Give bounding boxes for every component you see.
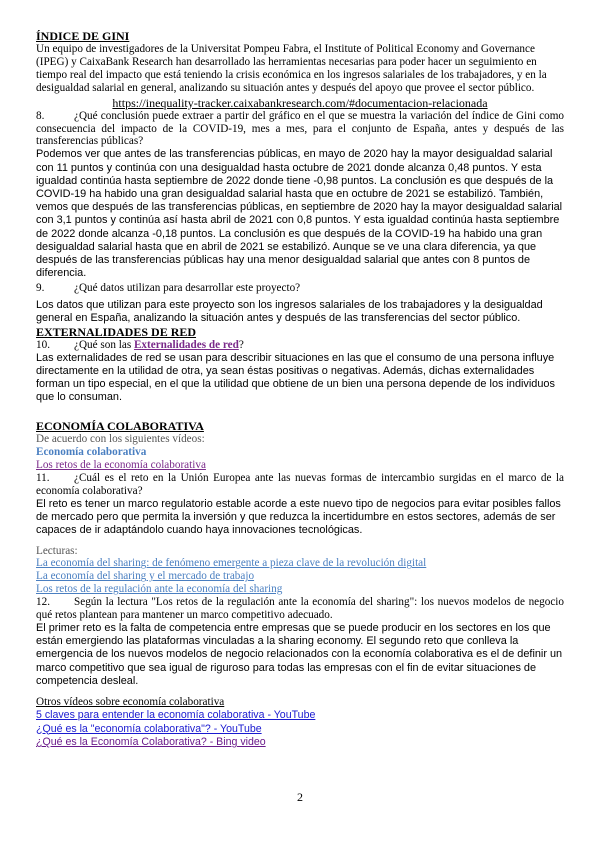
section-title-colaborativa: ECONOMÍA COLABORATIVA — [36, 419, 204, 434]
youtube-link-que-es[interactable]: ¿Qué es la "economía colaborativa"? - YouTube — [36, 722, 262, 735]
section-title-gini: ÍNDICE DE GINI — [36, 29, 130, 43]
videos-intro: De acuerdo con los siguientes vídeos: — [36, 433, 205, 446]
lectura-link-3[interactable]: Los retos de la regulación ante la economía del sharing — [36, 583, 283, 596]
lectura-link-1[interactable]: La economía del sharing: de fenómeno emergente a pieza clave de la revolución digital — [36, 557, 427, 570]
lecturas-label: Lecturas: — [36, 544, 78, 557]
question-10-number: 10. — [36, 338, 50, 351]
question-9-number: 9. — [36, 282, 45, 295]
answer-11: El reto es tener un marco regulatorio estable acorde a este nuevo tipo de negocios para evitar posibles fallos de mercado pero que permita la inversión y que reduzca la incertidumbre en estos sectores, además de ser capaces de ir adaptándolo cuando haya innovaciones tecnológicas. — [36, 497, 561, 537]
question-9 — [36, 282, 564, 295]
answer-9: Los datos que utilizan para este proyecto son los ingresos salariales de los trabajadores y la desigualdad general en España, analizando la situación antes y después de las transferencias del sector público. — [36, 299, 543, 325]
page-number: 2 — [297, 790, 303, 804]
lectura-link-2[interactable]: La economía del sharing y el mercado de trabajo — [36, 570, 255, 583]
answer-10: Las externalidades de red se usan para describir situaciones en las que el consumo de una persona influye directamente en la utilidad de otra, ya sean éstas positivas o negativas. Además, dichas externalidades forman un tipo especial, en el que la utilidad que obtiene de un bien una persona depende de los individuos que lo consuman. — [36, 351, 555, 404]
externalidades-de-red-link[interactable]: Externalidades de red — [133, 338, 239, 351]
question-8 — [36, 110, 564, 149]
question-12-text: Según la lectura "Los retos de la regulación ante la economía del sharing": los nuevos modelos de negocio qué retos plantean para mantener un marco competitivo adecuado. — [36, 596, 564, 622]
youtube-link-5-claves[interactable]: 5 claves para entender la economía colaborativa - YouTube — [36, 708, 316, 721]
answer-12: El primer reto es la falta de competencia entre empresas que se puede producir en los sectores en los que están emergiendo las plataformas vinculadas a la sharing economy. El segundo reto que conlleva la emergencia de los nuevos modelos de negocio relacionados con la economía colaborativa es el de definir un marco competitivo que sea igual de riguroso para todas las empresas con el fin de evitar situaciones de competencia desleal. — [36, 621, 563, 687]
bing-video-link[interactable]: ¿Qué es la Economía Colaborativa? - Bing video — [36, 736, 266, 749]
section-title-externalidades: EXTERNALIDADES DE RED — [36, 324, 197, 339]
question-10 — [36, 339, 564, 352]
question-8-number: 8. — [36, 109, 45, 122]
question-8-text: ¿Qué conclusión puede extraer a partir del gráfico en el que se muestra la variación del índice de Gini como consecuencia del impacto de la COVID-19, mes a mes, para el conjunto de España, antes y después de las transferencias públicas? — [36, 109, 564, 148]
video-link-retos[interactable]: Los retos de la economía colaborativa — [36, 459, 206, 472]
video-link-economia-colaborativa[interactable]: Economía colaborativa — [36, 446, 147, 459]
question-12-number: 12. — [36, 596, 50, 609]
question-11-number: 11. — [36, 472, 50, 485]
question-10-post: ? — [238, 338, 244, 351]
otros-videos-label: Otros vídeos sobre economía colaborativa — [36, 696, 225, 708]
inequality-tracker-link[interactable]: https://inequality-tracker.caixabankresearch.com/#documentacion-relacionada — [112, 95, 488, 110]
question-11 — [36, 472, 564, 498]
document-page — [36, 30, 564, 750]
gini-intro: Un equipo de investigadores de la Universitat Pompeu Fabra, el Institute of Political Economy and Governance (IPEG) y CaixaBank Research han desarrollado las herramientas necesarias para poder hacer un seguimiento en tiempo real del impacto que está teniendo la crisis económica en los ingresos salariales de los trabajadores, y en la desigualdad salarial en general, analizando su situación antes y después del apoyo que provee el sector público. — [36, 43, 547, 94]
question-9-text: ¿Qué datos utilizan para desarrollar este proyecto? — [74, 282, 301, 295]
question-11-text: ¿Cuál es el reto en la Unión Europea ante las nuevas formas de intercambio surgidas en el marco de la economía colaborativa? — [36, 472, 564, 498]
question-12 — [36, 596, 564, 622]
answer-8: Podemos ver que antes de las transferencias públicas, en mayo de 2020 hay la mayor desigualdad salarial con 11 puntos y continúa con una desigualdad hasta octubre de 2021 donde alcanza 0,48 puntos. Y esta igualdad continúa hasta septiembre de 2022 donde tiene -0,98 puntos. La conclusión es que después de la COVID-19 ha habido una gran desigualdad salarial hasta que en octubre de 2021 se estabilizó. También, vemos que después de las transferencias públicas, en septiembre de 2020 hay la mayor desigualdad salarial con 3,1 puntos y continúa así hasta abril de 2021 con 0,8 puntos. Y esta igualdad continúa hasta septiembre de 2022 donde alcanza -0,18 puntos. La conclusión es que después de la COVID-19 ha habido una gran desigualdad salarial hasta que en abril de 2021 se estabilizó. Aunque se ve una clara diferencia, ya que después de las transferencias públicas hay una menor desigualdad salarial que antes con 8 puntos de diferencia. — [36, 148, 563, 280]
question-10-pre: ¿Qué son las — [74, 338, 134, 351]
